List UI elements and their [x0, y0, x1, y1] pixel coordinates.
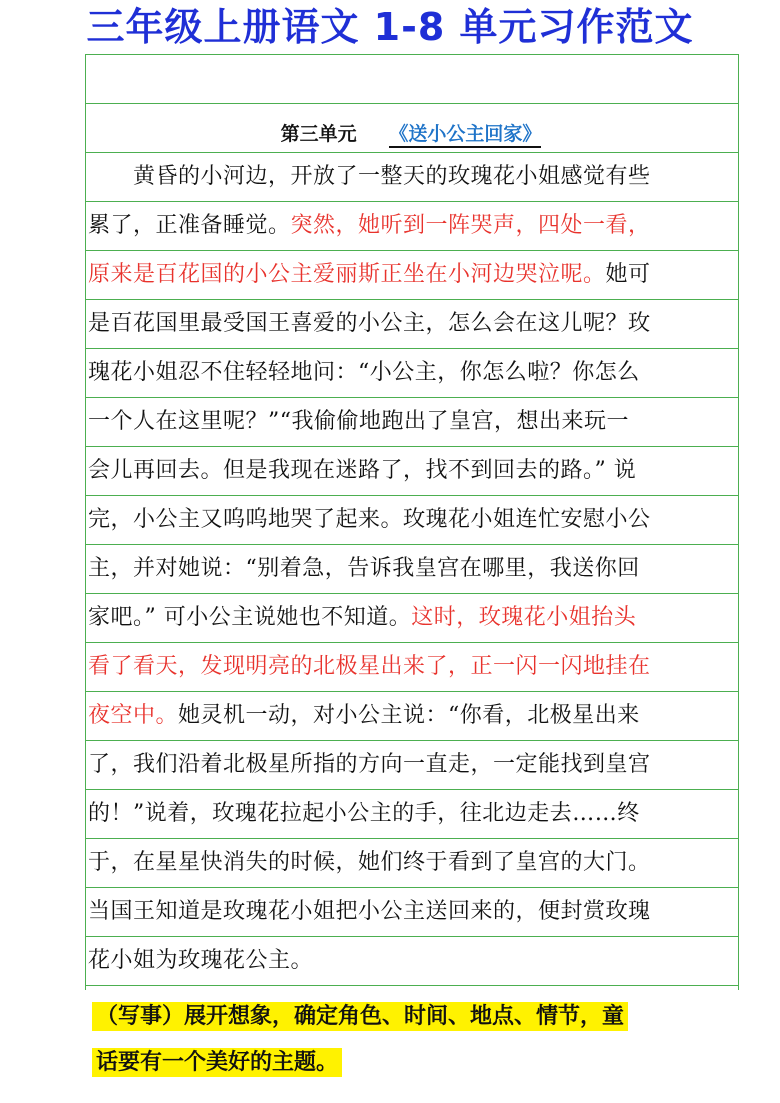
essay-line — [88, 643, 734, 691]
essay-line — [88, 153, 734, 201]
page-title: 三年级上册语文 1-8 单元习作范文 — [86, 5, 694, 49]
essay-line — [88, 251, 734, 299]
essay-line — [88, 839, 734, 887]
tip-row — [92, 1000, 732, 1034]
essay-line — [88, 692, 734, 740]
text-segment: 她灵机一动，对小公主说：“你看，北极星出来 — [178, 703, 640, 728]
text-segment: 她可 — [605, 262, 651, 287]
essay-heading — [85, 116, 737, 152]
tip-line: （写事）展开想象，确定角色、时间、地点、情节，童 — [92, 1002, 628, 1031]
highlighted-sentence: 突然，她听到一阵哭声，四处一看， — [290, 213, 651, 238]
text-segment: 累了，正准备睡觉。 — [88, 213, 291, 238]
essay-title: 《送小公主回家》 — [389, 123, 541, 148]
essay-line — [88, 545, 734, 593]
essay-line — [88, 398, 734, 446]
ruled-line — [85, 54, 739, 55]
text-segment: 瑰花小姐忍不住轻轻地问：“小公主，你怎么啦？你怎么 — [88, 360, 640, 385]
essay-line — [88, 202, 734, 250]
text-segment: 是百花国里最受国王喜爱的小公主，怎么会在这儿呢？玫 — [88, 311, 651, 336]
essay-line — [88, 300, 734, 348]
tip-line: 话要有一个美好的主题。 — [92, 1048, 342, 1077]
essay-line — [88, 888, 734, 936]
text-segment: 一个人在这里呢？”“我偷偷地跑出了皇宫，想出来玩一 — [88, 409, 629, 434]
text-segment: 黄昏的小河边，开放了一整天的玫瑰花小姐感觉有些 — [88, 164, 651, 189]
text-segment: 完，小公主又呜呜地哭了起来。玫瑰花小姐连忙安慰小公 — [88, 507, 651, 532]
text-segment: 会儿再回去。但是我现在迷路了，找不到回去的路。” 说 — [88, 458, 637, 483]
highlighted-sentence: 看了看天，发现明亮的北极星出来了，正一闪一闪地挂在 — [88, 654, 651, 679]
essay-line — [88, 594, 734, 642]
text-segment: 主，并对她说：“别着急，告诉我皇宫在哪里，我送你回 — [88, 556, 640, 581]
essay-line — [88, 937, 734, 985]
text-segment: 家吧。” 可小公主说她也不知道。 — [88, 605, 412, 630]
text-segment: 于，在星星快消失的时候，她们终于看到了皇宫的大门。 — [88, 850, 651, 875]
ruled-line — [85, 985, 739, 986]
highlighted-sentence: 这时，玫瑰花小姐抬头 — [411, 605, 637, 630]
highlighted-sentence: 原来是百花国的小公主爱丽斯正坐在小河边哭泣呢。 — [88, 262, 606, 287]
text-segment: 当国王知道是玫瑰花小姐把小公主送回来的，便封赏玫瑰 — [88, 899, 651, 924]
text-segment: 了，我们沿着北极星所指的方向一直走，一定能找到皇宫 — [88, 752, 651, 777]
essay-line — [88, 496, 734, 544]
text-segment: 花小姐为玫瑰花公主。 — [88, 948, 314, 973]
ruled-line — [85, 103, 739, 104]
essay-line — [88, 790, 734, 838]
unit-label: 第三单元 — [280, 123, 357, 145]
text-segment: 的！”说着，玫瑰花拉起小公主的手，往北边走去……终 — [88, 801, 640, 826]
essay-line — [88, 349, 734, 397]
tip-row — [92, 1046, 732, 1080]
essay-line — [88, 741, 734, 789]
highlighted-sentence: 夜空中。 — [88, 703, 179, 728]
essay-line — [88, 447, 734, 495]
